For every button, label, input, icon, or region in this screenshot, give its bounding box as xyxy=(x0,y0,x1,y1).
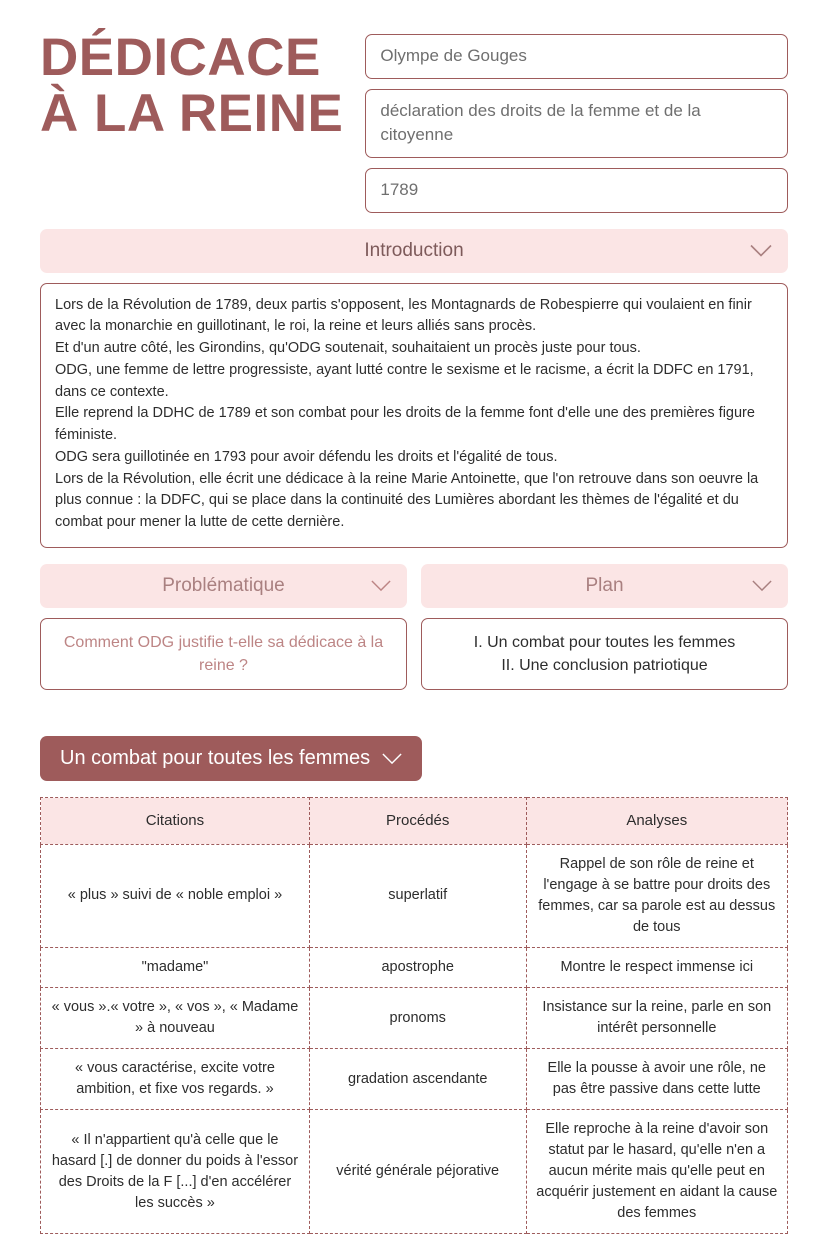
section-header-plan[interactable] xyxy=(421,564,788,608)
title-line-2: À LA REINE xyxy=(40,84,344,144)
section-label-problematique: Problématique xyxy=(162,574,285,596)
intro-paragraph: ODG, une femme de lettre progressiste, ayant lutté contre le sexisme et le racisme, a écrit la DDFC en 1791, dans ce contexte. xyxy=(55,361,754,400)
problematique-value: Comment ODG justifie t-elle sa dédicace à la reine ? xyxy=(63,633,384,674)
intro-paragraph: Elle reprend la DDHC de 1789 et son combat pour les droits de la femme font d'elle une des premières figure féministe. xyxy=(55,405,755,444)
cell-procede: gradation ascendante xyxy=(309,1049,526,1110)
cell-analyse: Elle reproche à la reine d'avoir son statut par le hasard, qu'elle n'en a aucun mérite mais qu'elle peut en acquérir justement en aidant la cause des femmes xyxy=(526,1110,787,1234)
chevron-down-icon[interactable] xyxy=(371,580,391,592)
metadata-fields xyxy=(365,24,788,213)
chevron-down-icon[interactable] xyxy=(382,753,402,765)
table-row xyxy=(41,844,788,947)
cell-procede: superlatif xyxy=(309,844,526,947)
chevron-down-icon[interactable] xyxy=(750,244,772,257)
cell-analyse: Insistance sur la reine, parle en son intérêt personnelle xyxy=(526,988,787,1049)
table-row xyxy=(41,948,788,988)
document-header xyxy=(40,24,788,213)
table-row xyxy=(41,1049,788,1110)
author-field[interactable]: Olympe de Gouges xyxy=(365,34,788,79)
section-label-plan: Plan xyxy=(585,574,624,596)
column-header-citations: Citations xyxy=(41,798,310,845)
problematique-text xyxy=(40,618,407,690)
intro-paragraph: Lors de la Révolution, elle écrit une dédicace à la reine Marie Antoinette, que l'on retrouve dans son oeuvre la plus connue : la DDFC, qui se place dans la continuité des Lumières abordant les thèmes de l'égalité et du combat pour mener la lutte de cette dernière. xyxy=(55,470,759,531)
cell-citation: « Il n'appartient qu'à celle que le hasard [.] de donner du poids à l'essor des Droits de la F [...] d'en accélérer les succès » xyxy=(41,1110,310,1234)
section-label-introduction: Introduction xyxy=(364,239,464,261)
title-line-1: DÉDICACE xyxy=(40,28,321,87)
introduction-text xyxy=(40,283,788,548)
column-header-procedes: Procédés xyxy=(309,798,526,845)
problematique-column xyxy=(40,564,407,690)
plan-column xyxy=(421,564,788,690)
cell-procede: apostrophe xyxy=(309,948,526,988)
table-row xyxy=(41,1110,788,1234)
plan-text xyxy=(421,618,788,690)
cell-citation: « vous ».« votre », « vos », « Madame » à nouveau xyxy=(41,988,310,1049)
plan-item: I. Un combat pour toutes les femmes xyxy=(473,633,736,651)
cell-analyse: Rappel de son rôle de reine et l'engage à se battre pour droits des femmes, car sa parole est au dessus de tous xyxy=(526,844,787,947)
column-header-analyses: Analyses xyxy=(526,798,787,845)
cell-analyse: Montre le respect immense ici xyxy=(526,948,787,988)
year-field[interactable]: 1789 xyxy=(365,168,788,213)
table-header-row xyxy=(41,798,788,845)
cell-citation: « vous caractérise, excite votre ambition, et fixe vos regards. » xyxy=(41,1049,310,1110)
intro-paragraph: ODG sera guillotinée en 1793 pour avoir défendu les droits et l'égalité de tous. xyxy=(55,448,558,465)
plan-item: II. Une conclusion patriotique xyxy=(501,657,708,674)
chevron-down-icon[interactable] xyxy=(752,580,772,592)
cell-analyse: Elle la pousse à avoir une rôle, ne pas être passive dans cette lutte xyxy=(526,1049,787,1110)
table-row xyxy=(41,988,788,1049)
cell-procede: pronoms xyxy=(309,988,526,1049)
intro-paragraph: Lors de la Révolution de 1789, deux partis s'opposent, les Montagnards de Robespierre qui voulaient en finir avec la monarchie en guillotinant, le roi, la reine et leurs alliés sans procès. xyxy=(55,296,752,335)
problematique-plan-row xyxy=(40,564,788,690)
intro-paragraph: Et d'un autre côté, les Girondins, qu'ODG soutenait, souhaitaient un procès juste pour tous. xyxy=(55,340,641,357)
page-title xyxy=(40,24,343,142)
cell-citation: "madame" xyxy=(41,948,310,988)
part-header-combat[interactable] xyxy=(40,736,422,781)
cell-citation: « plus » suivi de « noble emploi » xyxy=(41,844,310,947)
section-header-problematique[interactable] xyxy=(40,564,407,608)
section-header-introduction[interactable] xyxy=(40,229,788,273)
work-title-field[interactable]: déclaration des droits de la femme et de la citoyenne xyxy=(365,89,788,158)
cell-procede: vérité générale péjorative xyxy=(309,1110,526,1234)
part-label: Un combat pour toutes les femmes xyxy=(60,747,371,770)
analysis-table xyxy=(40,797,788,1234)
